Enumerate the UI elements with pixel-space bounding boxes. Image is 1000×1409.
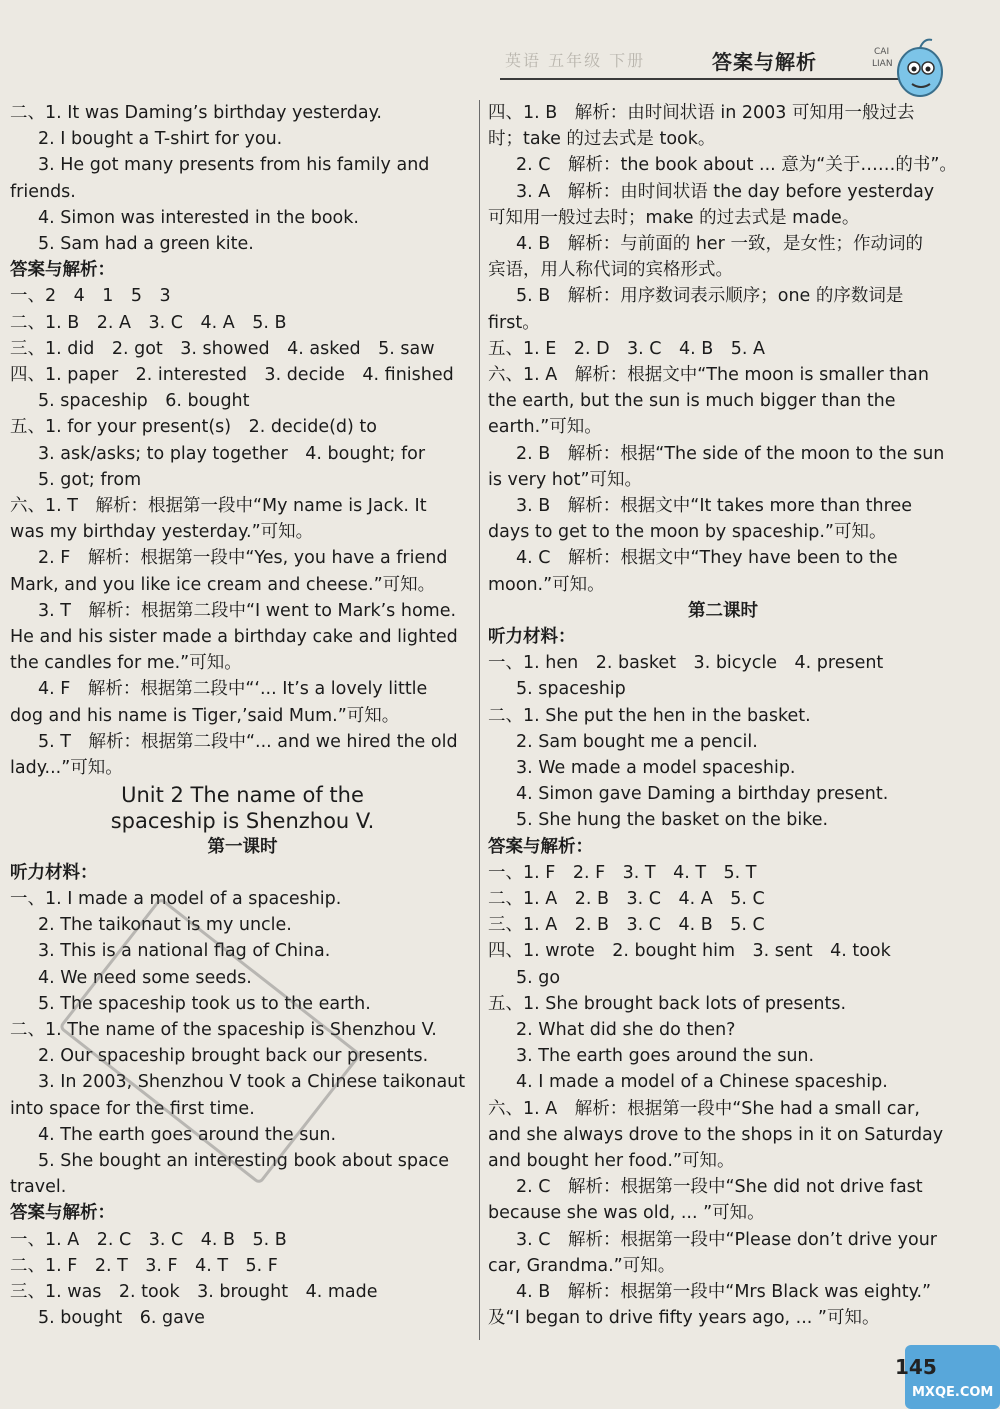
right-line: 3. We made a model spaceship. [516, 758, 796, 778]
left-line: 2. Our spaceship brought back our presents. [38, 1046, 429, 1067]
left-line: 4. We need some seeds. [38, 967, 252, 988]
right-line: and bought her food.”可知。 [488, 1151, 735, 1171]
left-line: 一、1. I made a model of a spaceship. [10, 889, 342, 909]
left-line: dog and his name is Tiger,’said Mum.”可知。 [10, 705, 400, 726]
right-line: 答案与解析： [488, 836, 593, 857]
right-line: 及“I began to drive fifty years ago, ... ”可知。 [488, 1308, 880, 1329]
right-line: 五、1. E 2. D 3. C 4. B 5. A [488, 338, 766, 359]
header-faint-text: 英语 五年级 下册 [505, 51, 646, 70]
left-line: into space for the first time. [10, 1098, 255, 1119]
right-line: 一、1. F 2. F 3. T 4. T 5. T [488, 862, 757, 883]
right-line: 五、1. She brought back lots of presents. [488, 993, 847, 1014]
right-line: 四、1. wrote 2. bought him 3. sent 4. took [488, 941, 891, 962]
right-line: 5. spaceship [516, 679, 626, 700]
right-line: 2. B 解析：根据“The side of the moon to the sun [516, 443, 945, 464]
right-line: is very hot”可知。 [488, 469, 643, 490]
left-line: 六、1. T 解析：根据第一段中“My name is Jack. It [10, 496, 427, 516]
left-line: 听力材料： [10, 862, 98, 883]
right-line: 2. Sam bought me a pencil. [516, 731, 758, 752]
svg-text:CAI: CAI [874, 47, 890, 57]
right-line: 4. C 解析：根据文中“They have been to the [516, 548, 898, 569]
left-line: 3. In 2003, Shenzhou V took a Chinese taikonaut [38, 1072, 466, 1093]
right-line: first。 [488, 312, 540, 333]
left-line: 5. She bought an interesting book about space [38, 1151, 450, 1171]
right-line: 3. A 解析：由时间状语 the day before yesterday [516, 181, 935, 202]
left-line: 3. This is a national flag of China. [38, 941, 331, 962]
right-line: 2. What did she do then? [516, 1020, 736, 1040]
mascot-logo-icon [868, 32, 948, 102]
right-line: 3. C 解析：根据第一段中“Please don’t drive your [516, 1229, 937, 1250]
right-line: car, Grandma.”可知。 [488, 1255, 676, 1276]
page-header-title: 答案与解析 [712, 50, 817, 74]
page-number: 145 [895, 1355, 937, 1379]
left-line: 二、1. The name of the spaceship is Shenzhou V. [10, 1020, 437, 1040]
right-line: 3. B 解析：根据文中“It takes more than three [516, 496, 912, 516]
left-line: 3. He got many presents from his family and [38, 155, 430, 176]
left-line: 三、1. was 2. took 3. brought 4. made [10, 1282, 378, 1302]
left-line: 5. The spaceship took us to the earth. [38, 993, 371, 1014]
right-line: 第二课时 [688, 600, 758, 621]
left-line: 一、1. A 2. C 3. C 4. B 5. B [10, 1229, 287, 1250]
left-line: 2. F 解析：根据第一段中“Yes, you have a friend [38, 548, 448, 569]
right-line: 5. go [516, 967, 561, 988]
left-line: 5. Sam had a green kite. [38, 234, 254, 254]
left-line: 五、1. for your present(s) 2. decide(d) to [10, 417, 377, 438]
left-line: 四、1. paper 2. interested 3. decide 4. finished [10, 365, 454, 385]
right-line: 3. The earth goes around the sun. [516, 1046, 815, 1067]
right-line: 听力材料： [488, 627, 576, 647]
right-line: 4. B 解析：与前面的 her 一致，是女性；作动词的 [516, 234, 923, 254]
left-line: 答案与解析： [10, 260, 115, 281]
left-line: 5. spaceship 6. bought [38, 391, 250, 412]
right-line: 时；take 的过去式是 took。 [488, 129, 716, 150]
left-line: Mark, and you like ice cream and cheese.”可知。 [10, 574, 436, 595]
left-line: spaceship is Shenzhou V. [110, 809, 375, 834]
left-line: 3. ask/asks; to play together 4. bought; for [38, 443, 426, 464]
left-line: 二、1. B 2. A 3. C 4. A 5. B [10, 312, 287, 333]
site-watermark-text: MXQE.COM [912, 1385, 994, 1400]
right-line: days to get to the moon by spaceship.”可知。 [488, 522, 887, 543]
left-line: friends. [10, 181, 76, 202]
right-line: moon.”可知。 [488, 574, 605, 595]
right-line: 宾语，用人称代词的宾格形式。 [488, 260, 733, 281]
right-line: 六、1. A 解析：根据第一段中“She had a small car, [488, 1098, 920, 1119]
left-line: lady...”可知。 [10, 758, 123, 778]
left-line: 二、1. It was Daming’s birthday yesterday. [10, 103, 382, 123]
left-line: Unit 2 The name of the [121, 783, 364, 808]
right-line: 4. I made a model of a Chinese spaceship. [516, 1072, 888, 1093]
left-line: 5. got; from [38, 469, 142, 490]
left-line: 一、2 4 1 5 3 [10, 286, 171, 307]
left-line: 4. The earth goes around the sun. [38, 1124, 337, 1145]
right-line: 六、1. A 解析：根据文中“The moon is smaller than [488, 365, 929, 385]
right-line: 三、1. A 2. B 3. C 4. B 5. C [488, 915, 765, 936]
svg-text:LIAN: LIAN [872, 59, 893, 69]
right-line: and she always drove to the shops in it on Saturday [488, 1124, 944, 1145]
right-line: 二、1. A 2. B 3. C 4. A 5. C [488, 889, 765, 909]
right-line: 2. C 解析：the book about ... 意为“关于……的书”。 [516, 155, 957, 176]
left-line: 第一课时 [207, 836, 278, 857]
right-line: 一、1. hen 2. basket 3. bicycle 4. present [488, 653, 884, 674]
left-line: was my birthday yesterday.”可知。 [10, 522, 314, 543]
header-rule [500, 78, 920, 80]
right-line: earth.”可知。 [488, 417, 602, 438]
left-line: 三、1. did 2. got 3. showed 4. asked 5. saw [10, 338, 435, 359]
right-line: 2. C 解析：根据第一段中“She did not drive fast [516, 1177, 923, 1198]
right-line: because she was old, ... ”可知。 [488, 1203, 765, 1224]
left-line: 2. The taikonaut is my uncle. [38, 915, 292, 936]
right-line: 四、1. B 解析：由时间状语 in 2003 可知用一般过去 [488, 103, 915, 123]
left-line: He and his sister made a birthday cake and lighted [10, 627, 458, 647]
right-line: the earth, but the sun is much bigger than the [488, 391, 896, 412]
left-line: 二、1. F 2. T 3. F 4. T 5. F [10, 1255, 278, 1276]
right-line: 5. B 解析：用序数词表示顺序；one 的序数词是 [516, 286, 904, 307]
right-line: 可知用一般过去时；make 的过去式是 made。 [488, 207, 860, 228]
left-line: 2. I bought a T-shirt for you. [38, 129, 283, 150]
right-line: 4. B 解析：根据第一段中“Mrs Black was eighty.” [516, 1282, 932, 1302]
right-line: 5. She hung the basket on the bike. [516, 810, 829, 831]
left-line: 答案与解析： [10, 1203, 115, 1224]
left-line: 5. T 解析：根据第二段中“... and we hired the old [38, 731, 458, 752]
left-line: the candles for me.”可知。 [10, 653, 242, 674]
left-line: travel. [10, 1177, 67, 1198]
left-line: 3. T 解析：根据第二段中“I went to Mark’s home. [38, 600, 457, 621]
left-line: 5. bought 6. gave [38, 1308, 205, 1329]
left-line: 4. F 解析：根据第二段中“‘... It’s a lovely little [38, 679, 428, 700]
right-line: 4. Simon gave Daming a birthday present. [516, 784, 889, 805]
column-divider [479, 100, 480, 1340]
left-line: 4. Simon was interested in the book. [38, 207, 359, 228]
right-line: 二、1. She put the hen in the basket. [488, 705, 811, 726]
